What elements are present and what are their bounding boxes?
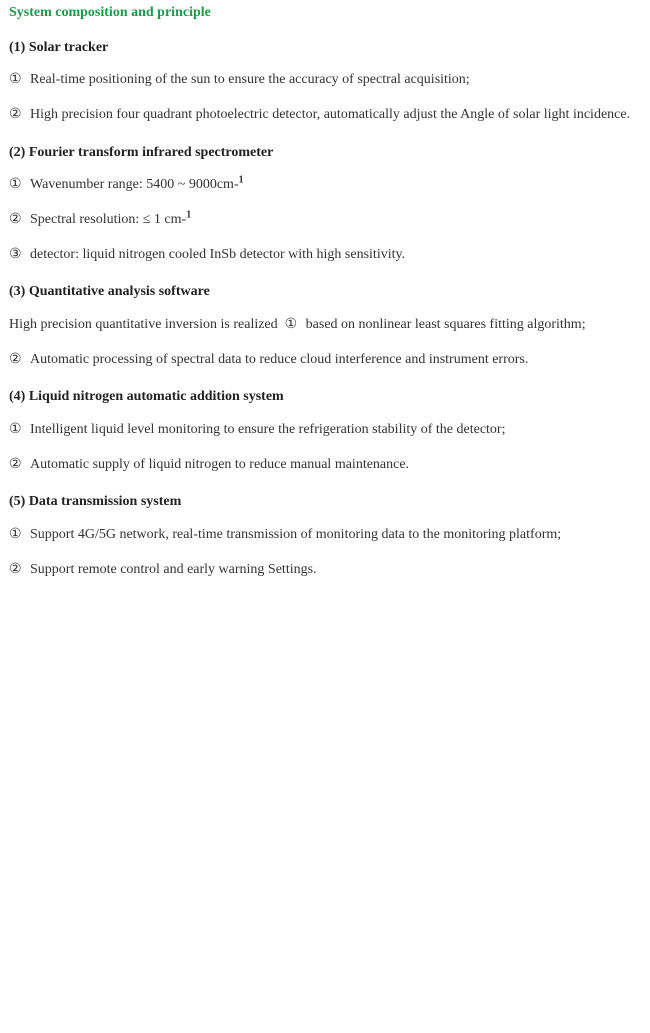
section-heading-ftir-spectrometer: (2) Fourier transform infrared spectrometer <box>9 145 274 160</box>
list-item <box>9 421 505 438</box>
list-item <box>9 211 191 228</box>
item-text: Support 4G/5G network, real-time transmission of monitoring data to the monitoring platform; <box>30 527 562 542</box>
list-item <box>9 176 244 193</box>
page-title: System composition and principle <box>9 5 211 20</box>
list-item <box>9 561 317 578</box>
item-text: High precision four quadrant photoelectric detector, automatically adjust the Angle of solar light incidence. <box>30 107 631 122</box>
item-number: ② <box>9 107 22 122</box>
item-number: ① <box>9 177 22 192</box>
item-number: ② <box>9 562 22 577</box>
item-text: Spectral resolution: ≤ 1 cm- <box>30 212 187 227</box>
section-heading-data-transmission: (5) Data transmission system <box>9 494 182 509</box>
item-number: ① <box>9 422 22 437</box>
list-item <box>9 316 586 333</box>
item-number: ① <box>9 527 22 542</box>
item-number: ① <box>9 72 22 87</box>
item-number: ① <box>284 317 298 332</box>
item-number: ② <box>9 457 22 472</box>
section-heading-quantitative-software: (3) Quantitative analysis software <box>9 284 210 299</box>
item-number: ② <box>9 352 22 367</box>
item-lead-text: High precision quantitative inversion is realized <box>9 317 285 332</box>
item-text: detector: liquid nitrogen cooled InSb detector with high sensitivity. <box>30 247 406 262</box>
section-heading-solar-tracker: (1) Solar tracker <box>9 40 109 55</box>
item-text: Automatic processing of spectral data to reduce cloud interference and instrument errors. <box>30 352 529 367</box>
item-text: Automatic supply of liquid nitrogen to reduce manual maintenance. <box>30 457 410 472</box>
item-text: Support remote control and early warning Settings. <box>30 562 317 577</box>
list-item <box>9 106 630 123</box>
superscript: 1 <box>238 174 244 186</box>
list-item <box>9 526 561 543</box>
list-item <box>9 71 470 88</box>
item-text: Real-time positioning of the sun to ensure the accuracy of spectral acquisition; <box>30 72 470 87</box>
list-item <box>9 456 409 473</box>
list-item <box>9 351 528 368</box>
item-text: Wavenumber range: 5400 ~ 9000cm- <box>30 177 239 192</box>
superscript: 1 <box>186 209 192 221</box>
item-number: ③ <box>9 247 22 262</box>
item-number: ② <box>9 212 22 227</box>
list-item <box>9 246 405 263</box>
section-heading-liquid-nitrogen-system: (4) Liquid nitrogen automatic addition system <box>9 389 284 404</box>
item-text: Intelligent liquid level monitoring to ensure the refrigeration stability of the detector; <box>30 422 506 437</box>
item-text: based on nonlinear least squares fitting algorithm; <box>305 317 586 332</box>
